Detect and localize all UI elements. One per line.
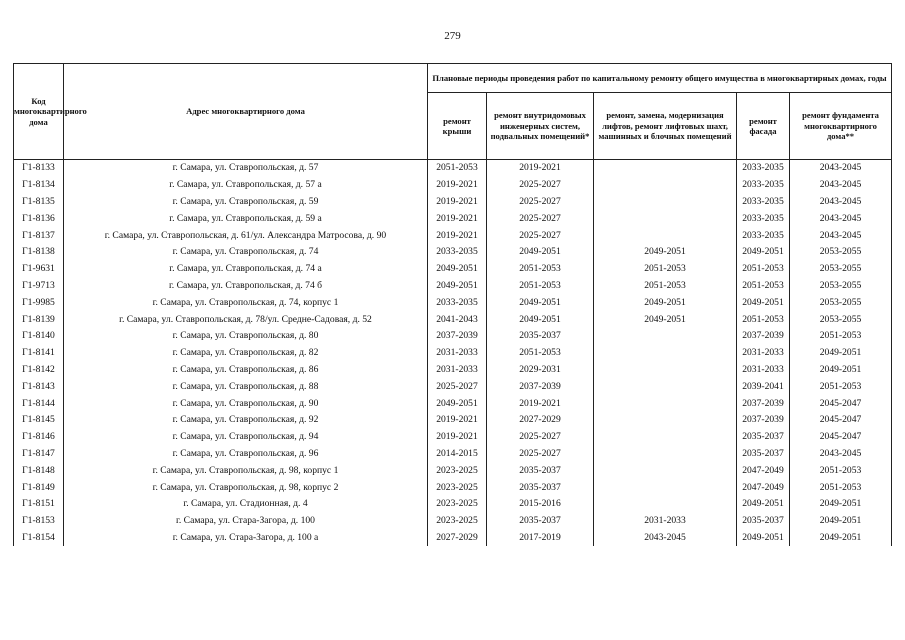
foundation-repair-cell: 2053-2055 (790, 294, 892, 311)
address-cell: г. Самара, ул. Ставропольская, д. 57 а (64, 177, 428, 194)
code-cell: Г1-9713 (14, 278, 64, 295)
code-cell: Г1-8146 (14, 429, 64, 446)
address-cell: г. Самара, ул. Ставропольская, д. 96 (64, 446, 428, 463)
foundation-repair-cell: 2053-2055 (790, 244, 892, 261)
address-cell: г. Самара, ул. Ставропольская, д. 82 (64, 345, 428, 362)
table-row (14, 462, 892, 479)
elevator-repair-cell (594, 496, 737, 513)
roof-repair-cell: 2051-2053 (428, 160, 487, 177)
foundation-repair-cell: 2051-2053 (790, 378, 892, 395)
address-cell: г. Самара, ул. Ставропольская, д. 98, корпус 2 (64, 479, 428, 496)
roof-repair-cell: 2025-2027 (428, 378, 487, 395)
roof-repair-cell: 2023-2025 (428, 496, 487, 513)
address-cell: г. Самара, ул. Ставропольская, д. 78/ул. Средне-Садовая, д. 52 (64, 311, 428, 328)
systems-repair-cell: 2037-2039 (487, 378, 594, 395)
roof-repair-cell: 2019-2021 (428, 429, 487, 446)
code-cell: Г1-9985 (14, 294, 64, 311)
facade-repair-cell: 2033-2035 (737, 177, 790, 194)
code-cell: Г1-8144 (14, 395, 64, 412)
header-facade: ремонт фасада (737, 93, 790, 160)
elevator-repair-cell: 2031-2033 (594, 513, 737, 530)
elevator-repair-cell (594, 345, 737, 362)
roof-repair-cell: 2049-2051 (428, 278, 487, 295)
facade-repair-cell: 2049-2051 (737, 530, 790, 547)
code-cell: Г1-8154 (14, 530, 64, 547)
address-cell: г. Самара, ул. Ставропольская, д. 59 а (64, 210, 428, 227)
facade-repair-cell: 2049-2051 (737, 294, 790, 311)
table-row (14, 227, 892, 244)
foundation-repair-cell: 2053-2055 (790, 311, 892, 328)
systems-repair-cell: 2027-2029 (487, 412, 594, 429)
header-roof: ремонт крыши (428, 93, 487, 160)
roof-repair-cell: 2019-2021 (428, 194, 487, 211)
header-code: Код многоквартирного дома (14, 64, 64, 160)
address-cell: г. Самара, ул. Ставропольская, д. 90 (64, 395, 428, 412)
table-row (14, 294, 892, 311)
elevator-repair-cell (594, 210, 737, 227)
systems-repair-cell: 2025-2027 (487, 429, 594, 446)
systems-repair-cell: 2049-2051 (487, 311, 594, 328)
code-cell: Г1-8151 (14, 496, 64, 513)
table-body (14, 160, 892, 547)
address-cell: г. Самара, ул. Ставропольская, д. 61/ул. Александра Матросова, д. 90 (64, 227, 428, 244)
systems-repair-cell: 2025-2027 (487, 227, 594, 244)
systems-repair-cell: 2019-2021 (487, 160, 594, 177)
facade-repair-cell: 2047-2049 (737, 462, 790, 479)
code-cell: Г1-9631 (14, 261, 64, 278)
table-row (14, 194, 892, 211)
header-planned-periods: Плановые периоды проведения работ по капитальному ремонту общего имущества в многоквартирных домах, годы (428, 64, 892, 93)
address-cell: г. Самара, ул. Ставропольская, д. 80 (64, 328, 428, 345)
address-cell: г. Самара, ул. Ставропольская, д. 74 а (64, 261, 428, 278)
foundation-repair-cell: 2051-2053 (790, 328, 892, 345)
table-row (14, 395, 892, 412)
elevator-repair-cell (594, 479, 737, 496)
facade-repair-cell: 2035-2037 (737, 446, 790, 463)
foundation-repair-cell: 2049-2051 (790, 513, 892, 530)
address-cell: г. Самара, ул. Стара-Загора, д. 100 а (64, 530, 428, 547)
roof-repair-cell: 2019-2021 (428, 227, 487, 244)
foundation-repair-cell: 2049-2051 (790, 345, 892, 362)
foundation-repair-cell: 2043-2045 (790, 177, 892, 194)
address-cell: г. Самара, ул. Ставропольская, д. 92 (64, 412, 428, 429)
code-cell: Г1-8136 (14, 210, 64, 227)
table-row (14, 311, 892, 328)
code-cell: Г1-8148 (14, 462, 64, 479)
systems-repair-cell: 2035-2037 (487, 513, 594, 530)
address-cell: г. Самара, ул. Ставропольская, д. 57 (64, 160, 428, 177)
elevator-repair-cell (594, 194, 737, 211)
table-row (14, 479, 892, 496)
foundation-repair-cell: 2043-2045 (790, 446, 892, 463)
facade-repair-cell: 2037-2039 (737, 412, 790, 429)
elevator-repair-cell (594, 412, 737, 429)
foundation-repair-cell: 2043-2045 (790, 210, 892, 227)
facade-repair-cell: 2049-2051 (737, 244, 790, 261)
address-cell: г. Самара, ул. Ставропольская, д. 94 (64, 429, 428, 446)
roof-repair-cell: 2023-2025 (428, 479, 487, 496)
header-systems: ремонт внутридомовых инженерных систем, подвальных помещений* (487, 93, 594, 160)
foundation-repair-cell: 2045-2047 (790, 429, 892, 446)
facade-repair-cell: 2035-2037 (737, 429, 790, 446)
systems-repair-cell: 2051-2053 (487, 278, 594, 295)
foundation-repair-cell: 2049-2051 (790, 496, 892, 513)
elevator-repair-cell (594, 462, 737, 479)
address-cell: г. Самара, ул. Стара-Загора, д. 100 (64, 513, 428, 530)
code-cell: Г1-8134 (14, 177, 64, 194)
facade-repair-cell: 2037-2039 (737, 328, 790, 345)
elevator-repair-cell (594, 378, 737, 395)
foundation-repair-cell: 2051-2053 (790, 479, 892, 496)
facade-repair-cell: 2047-2049 (737, 479, 790, 496)
facade-repair-cell: 2035-2037 (737, 513, 790, 530)
roof-repair-cell: 2019-2021 (428, 412, 487, 429)
address-cell: г. Самара, ул. Ставропольская, д. 98, корпус 1 (64, 462, 428, 479)
table-row (14, 513, 892, 530)
elevator-repair-cell: 2043-2045 (594, 530, 737, 547)
table-row (14, 378, 892, 395)
elevator-repair-cell: 2049-2051 (594, 311, 737, 328)
code-cell: Г1-8142 (14, 362, 64, 379)
foundation-repair-cell: 2045-2047 (790, 395, 892, 412)
foundation-repair-cell: 2045-2047 (790, 412, 892, 429)
roof-repair-cell: 2037-2039 (428, 328, 487, 345)
systems-repair-cell: 2049-2051 (487, 294, 594, 311)
address-cell: г. Самара, ул. Ставропольская, д. 88 (64, 378, 428, 395)
systems-repair-cell: 2017-2019 (487, 530, 594, 547)
roof-repair-cell: 2049-2051 (428, 261, 487, 278)
facade-repair-cell: 2039-2041 (737, 378, 790, 395)
elevator-repair-cell: 2049-2051 (594, 294, 737, 311)
code-cell: Г1-8140 (14, 328, 64, 345)
facade-repair-cell: 2033-2035 (737, 210, 790, 227)
systems-repair-cell: 2035-2037 (487, 462, 594, 479)
address-cell: г. Самара, ул. Стадионная, д. 4 (64, 496, 428, 513)
elevator-repair-cell (594, 328, 737, 345)
elevator-repair-cell (594, 395, 737, 412)
roof-repair-cell: 2014-2015 (428, 446, 487, 463)
foundation-repair-cell: 2053-2055 (790, 278, 892, 295)
facade-repair-cell: 2051-2053 (737, 278, 790, 295)
code-cell: Г1-8133 (14, 160, 64, 177)
foundation-repair-cell: 2043-2045 (790, 160, 892, 177)
header-address: Адрес многоквартирного дома (64, 64, 428, 160)
code-cell: Г1-8135 (14, 194, 64, 211)
elevator-repair-cell (594, 177, 737, 194)
table-row (14, 261, 892, 278)
facade-repair-cell: 2037-2039 (737, 395, 790, 412)
table-row (14, 244, 892, 261)
table-row (14, 530, 892, 547)
elevator-repair-cell: 2051-2053 (594, 261, 737, 278)
elevator-repair-cell: 2049-2051 (594, 244, 737, 261)
roof-repair-cell: 2033-2035 (428, 244, 487, 261)
elevator-repair-cell (594, 362, 737, 379)
roof-repair-cell: 2033-2035 (428, 294, 487, 311)
header-foundation: ремонт фундамента многоквартирного дома** (790, 93, 892, 160)
facade-repair-cell: 2033-2035 (737, 160, 790, 177)
table-row (14, 412, 892, 429)
code-cell: Г1-8137 (14, 227, 64, 244)
address-cell: г. Самара, ул. Ставропольская, д. 74 б (64, 278, 428, 295)
facade-repair-cell: 2049-2051 (737, 496, 790, 513)
facade-repair-cell: 2033-2035 (737, 194, 790, 211)
elevator-repair-cell: 2051-2053 (594, 278, 737, 295)
roof-repair-cell: 2019-2021 (428, 210, 487, 227)
code-cell: Г1-8138 (14, 244, 64, 261)
systems-repair-cell: 2019-2021 (487, 395, 594, 412)
table-row (14, 446, 892, 463)
code-cell: Г1-8147 (14, 446, 64, 463)
foundation-repair-cell: 2043-2045 (790, 227, 892, 244)
systems-repair-cell: 2025-2027 (487, 210, 594, 227)
table-row (14, 429, 892, 446)
elevator-repair-cell (594, 429, 737, 446)
foundation-repair-cell: 2049-2051 (790, 362, 892, 379)
roof-repair-cell: 2023-2025 (428, 462, 487, 479)
systems-repair-cell: 2051-2053 (487, 345, 594, 362)
roof-repair-cell: 2023-2025 (428, 513, 487, 530)
table-row (14, 177, 892, 194)
repair-schedule-table (13, 63, 892, 546)
facade-repair-cell: 2033-2035 (737, 227, 790, 244)
table-row (14, 496, 892, 513)
elevator-repair-cell (594, 160, 737, 177)
roof-repair-cell: 2031-2033 (428, 345, 487, 362)
address-cell: г. Самара, ул. Ставропольская, д. 74 (64, 244, 428, 261)
systems-repair-cell: 2025-2027 (487, 177, 594, 194)
systems-repair-cell: 2035-2037 (487, 479, 594, 496)
roof-repair-cell: 2049-2051 (428, 395, 487, 412)
header-elevators: ремонт, замена, модернизация лифтов, ремонт лифтовых шахт, машинных и блочных помещений (594, 93, 737, 160)
facade-repair-cell: 2031-2033 (737, 345, 790, 362)
facade-repair-cell: 2051-2053 (737, 311, 790, 328)
roof-repair-cell: 2031-2033 (428, 362, 487, 379)
facade-repair-cell: 2051-2053 (737, 261, 790, 278)
address-cell: г. Самара, ул. Ставропольская, д. 86 (64, 362, 428, 379)
systems-repair-cell: 2035-2037 (487, 328, 594, 345)
table-row (14, 210, 892, 227)
address-cell: г. Самара, ул. Ставропольская, д. 74, корпус 1 (64, 294, 428, 311)
page-number: 279 (444, 30, 461, 42)
elevator-repair-cell (594, 227, 737, 244)
table-row (14, 345, 892, 362)
table-row (14, 160, 892, 177)
code-cell: Г1-8139 (14, 311, 64, 328)
facade-repair-cell: 2031-2033 (737, 362, 790, 379)
foundation-repair-cell: 2043-2045 (790, 194, 892, 211)
roof-repair-cell: 2019-2021 (428, 177, 487, 194)
code-cell: Г1-8141 (14, 345, 64, 362)
address-cell: г. Самара, ул. Ставропольская, д. 59 (64, 194, 428, 211)
table-row (14, 278, 892, 295)
table-row (14, 328, 892, 345)
systems-repair-cell: 2051-2053 (487, 261, 594, 278)
elevator-repair-cell (594, 446, 737, 463)
systems-repair-cell: 2029-2031 (487, 362, 594, 379)
foundation-repair-cell: 2049-2051 (790, 530, 892, 547)
foundation-repair-cell: 2053-2055 (790, 261, 892, 278)
roof-repair-cell: 2027-2029 (428, 530, 487, 547)
code-cell: Г1-8153 (14, 513, 64, 530)
systems-repair-cell: 2049-2051 (487, 244, 594, 261)
code-cell: Г1-8143 (14, 378, 64, 395)
table-row (14, 362, 892, 379)
systems-repair-cell: 2025-2027 (487, 194, 594, 211)
foundation-repair-cell: 2051-2053 (790, 462, 892, 479)
roof-repair-cell: 2041-2043 (428, 311, 487, 328)
code-cell: Г1-8149 (14, 479, 64, 496)
systems-repair-cell: 2015-2016 (487, 496, 594, 513)
systems-repair-cell: 2025-2027 (487, 446, 594, 463)
code-cell: Г1-8145 (14, 412, 64, 429)
